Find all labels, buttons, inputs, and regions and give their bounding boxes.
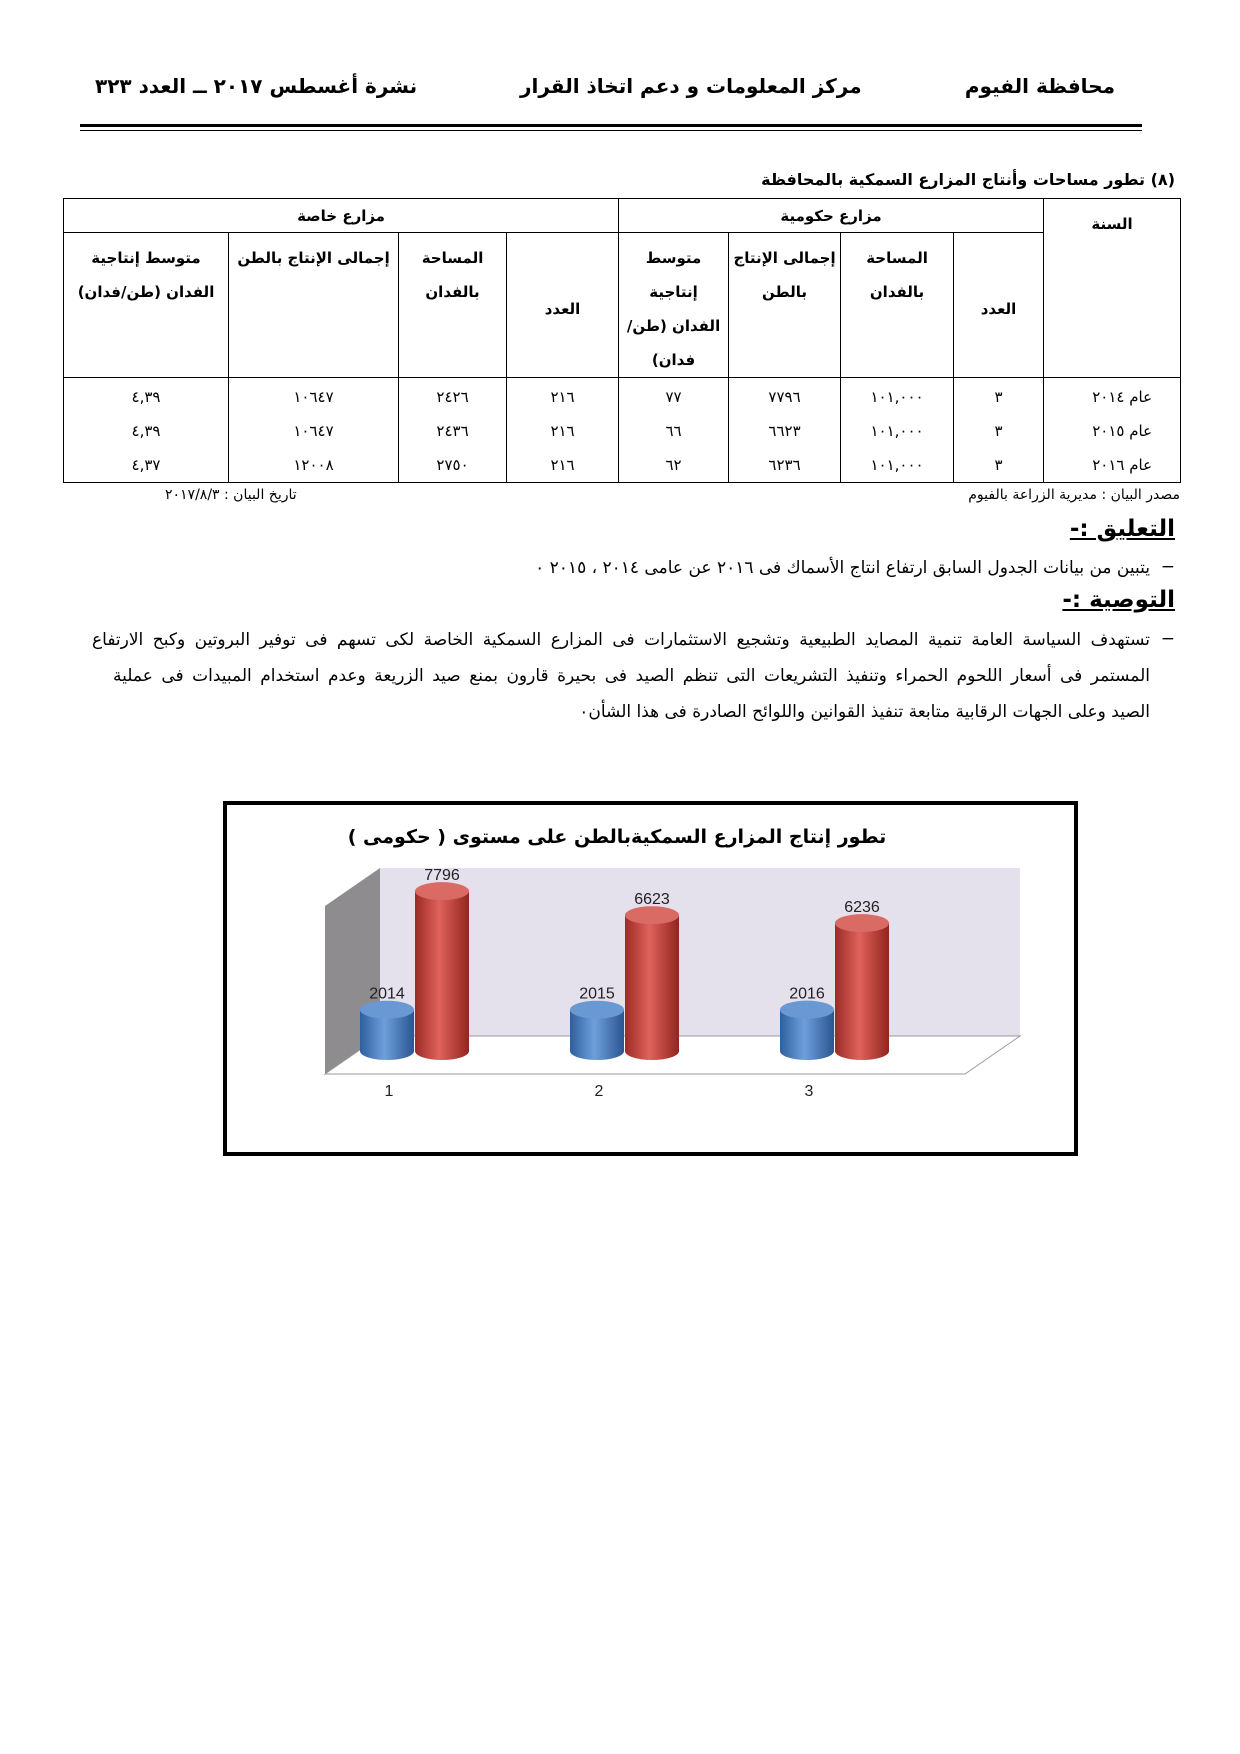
comment-dash: − bbox=[1160, 557, 1175, 577]
chart-back-wall bbox=[380, 868, 1020, 1036]
private-area: ٢٤٣٦ bbox=[399, 414, 507, 448]
production-chart bbox=[227, 805, 1074, 1152]
chart-category-label: 3 bbox=[804, 1083, 814, 1100]
private-production: ١٠٦٤٧ bbox=[229, 414, 399, 448]
recommendation-heading: التوصية :- bbox=[1062, 587, 1175, 613]
private-yield: ٤,٣٩ bbox=[64, 414, 229, 448]
gov-area: ١٠١,٠٠٠ bbox=[841, 414, 954, 448]
chart-title: تطور إنتاج المزارع السمكيةبالطن على مستوى ( حكومى ) bbox=[347, 826, 887, 848]
chart-bar-top bbox=[415, 882, 469, 900]
gov-yield: ٦٢ bbox=[619, 448, 729, 483]
gov-count: ٣ bbox=[954, 448, 1044, 483]
chart-data-label: 7796 bbox=[424, 867, 460, 885]
private-production-header: إجمالى الإنتاج بالطن bbox=[229, 233, 399, 378]
table-row bbox=[64, 378, 1181, 415]
gov-yield-header: متوسط إنتاجية الفدان (طن/فدان) bbox=[619, 233, 729, 378]
chart-bar-top bbox=[835, 914, 889, 932]
table-title: (٨) تطور مساحات وأنتاج المزارع السمكية بالمحافظة bbox=[761, 170, 1175, 189]
gov-area-header: المساحة بالفدان bbox=[841, 233, 954, 378]
gov-yield: ٧٧ bbox=[619, 378, 729, 415]
chart-data-label: 2015 bbox=[579, 985, 615, 1003]
recommendation-dash: − bbox=[1160, 629, 1175, 649]
gov-count: ٣ bbox=[954, 414, 1044, 448]
header-rule bbox=[80, 124, 1142, 127]
gov-count-header: العدد bbox=[954, 233, 1044, 378]
chart-bar-top bbox=[360, 1001, 414, 1019]
private-count: ٢١٦ bbox=[507, 378, 619, 415]
header-governorate: محافظة الفيوم bbox=[964, 74, 1115, 98]
private-count-header: العدد bbox=[507, 233, 619, 378]
chart-bar-top bbox=[780, 1001, 834, 1019]
chart-data-label: 2014 bbox=[369, 985, 405, 1003]
chart-category-label: 1 bbox=[384, 1083, 394, 1100]
gov-yield: ٦٦ bbox=[619, 414, 729, 448]
chart-bar-top bbox=[570, 1001, 624, 1019]
gov-count: ٣ bbox=[954, 378, 1044, 415]
data-source: مصدر البيان : مديرية الزراعة بالفيوم bbox=[968, 487, 1180, 503]
group-private-header: مزارع خاصة bbox=[64, 199, 619, 233]
chart-bar bbox=[835, 923, 889, 1060]
gov-production-header: إجمالى الإنتاج بالطن bbox=[729, 233, 841, 378]
private-production: ١٠٦٤٧ bbox=[229, 378, 399, 415]
data-date: تاريخ البيان : ٢٠١٧/٨/٣ bbox=[165, 487, 297, 503]
private-yield-header: متوسط إنتاجية الفدان (طن/فدان) bbox=[64, 233, 229, 378]
private-count: ٢١٦ bbox=[507, 448, 619, 483]
row-year: عام ٢٠١٥ bbox=[1044, 414, 1181, 448]
private-yield: ٤,٣٧ bbox=[64, 448, 229, 483]
chart-data-label: 2016 bbox=[789, 985, 825, 1003]
header-center-name: مركز المعلومات و دعم اتخاذ القرار bbox=[520, 74, 862, 98]
gov-production: ٦٦٢٣ bbox=[729, 414, 841, 448]
chart-data-label: 6623 bbox=[634, 891, 670, 909]
group-gov-header: مزارع حكومية bbox=[619, 199, 1044, 233]
recommendation-line-2: المستمر فى أسعار اللحوم الحمراء وتنفيذ التشريعات التى تنظم الصيد فى بحيرة قارون بمنع صيد الزريعة وعدم استخدام المبيدات فى عملية bbox=[113, 666, 1150, 686]
comment-heading: التعليق :- bbox=[1069, 516, 1175, 542]
col-year-header: السنة bbox=[1044, 199, 1181, 378]
recommendation-line-1: تستهدف السياسة العامة تنمية المصايد الطبيعية وتشجيع الاستثمارات فى المزارع السمكية الخاصة لكى تسهم فى توفير البروتين وكبح الارتفاع bbox=[92, 630, 1150, 650]
private-production: ١٢٠٠٨ bbox=[229, 448, 399, 483]
production-chart-frame bbox=[223, 801, 1078, 1156]
chart-bar bbox=[625, 915, 679, 1060]
table-row bbox=[64, 414, 1181, 448]
recommendation-line-3: الصيد وعلى الجهات الرقابية متابعة تنفيذ القوانين واللوائح الصادرة فى هذا الشأن٠ bbox=[579, 702, 1150, 722]
private-area: ٢٤٢٦ bbox=[399, 378, 507, 415]
private-yield: ٤,٣٩ bbox=[64, 378, 229, 415]
chart-category-label: 2 bbox=[594, 1083, 604, 1100]
chart-bar-top bbox=[625, 906, 679, 924]
private-count: ٢١٦ bbox=[507, 414, 619, 448]
private-area-header: المساحة بالفدان bbox=[399, 233, 507, 378]
table-row bbox=[64, 448, 1181, 483]
gov-area: ١٠١,٠٠٠ bbox=[841, 448, 954, 483]
gov-area: ١٠١,٠٠٠ bbox=[841, 378, 954, 415]
row-year: عام ٢٠١٤ bbox=[1044, 378, 1181, 415]
row-year: عام ٢٠١٦ bbox=[1044, 448, 1181, 483]
chart-bar bbox=[415, 891, 469, 1060]
gov-production: ٦٢٣٦ bbox=[729, 448, 841, 483]
chart-data-label: 6236 bbox=[844, 899, 880, 917]
comment-text: يتبين من بيانات الجدول السابق ارتفاع انتاج الأسماك فى ٢٠١٦ عن عامى ٢٠١٤ ، ٢٠١٥ ٠ bbox=[535, 558, 1150, 578]
private-area: ٢٧٥٠ bbox=[399, 448, 507, 483]
gov-production: ٧٧٩٦ bbox=[729, 378, 841, 415]
header-rule-thin bbox=[80, 130, 1142, 131]
fish-farms-table bbox=[63, 198, 1181, 483]
header-issue: نشرة أغسطس ٢٠١٧ ــ العدد ٣٢٣ bbox=[95, 74, 418, 98]
